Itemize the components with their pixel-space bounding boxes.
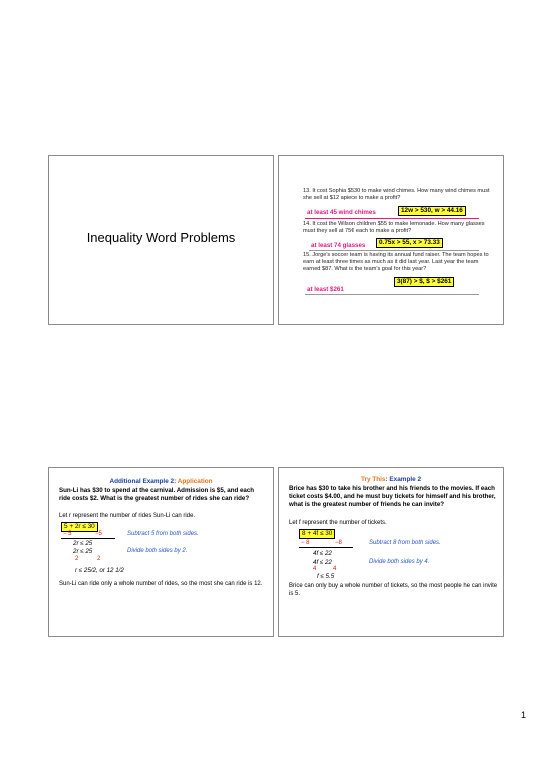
slide-try-this <box>278 467 504 637</box>
header-prefix: Additional Example 2: <box>109 478 178 485</box>
subtract-right: −8 <box>335 540 342 546</box>
denominator-right: 2 <box>97 556 101 562</box>
equation-3: 4f ≤ 22 <box>313 559 332 566</box>
subtract-left: − 8 <box>301 540 310 546</box>
problem-text: Brice has $30 to take his brother and his friends to the movies. If each ticket costs $4.00, and he must buy tickets for himself and his brother, what is the greatest number of friends he can invite? <box>289 485 496 508</box>
slide-header <box>49 478 273 485</box>
problem-text: Sun-Li has $30 to spend at the carnival. Admission is $5, and each ride costs $2. What is the greatest number of rides she can ride? <box>59 487 255 502</box>
question-13: 13. It cost Sophia $530 to make wind chimes. How many wind chimes must she sell at $12 apiece to make a profit? <box>303 188 490 202</box>
equation-2: 4f ≤ 22 <box>313 550 332 557</box>
question-15-equation: 3(87) > $, $ > $261 <box>394 277 454 287</box>
equation-3: 2r ≤ 25 <box>73 548 93 555</box>
denominator-left: 2 <box>75 556 79 562</box>
question-13-equation: 12w > 530, w > 44.16 <box>398 206 466 216</box>
divider-line <box>299 547 353 548</box>
slide-title <box>48 155 274 325</box>
step-note-1: Subtract 5 from both sides. <box>127 531 199 537</box>
header-suffix: : Example 2 <box>385 476 422 483</box>
step-note-2: Divide both sides by 2. <box>127 548 188 554</box>
equation-1: 8 + 4f ≤ 30 <box>299 529 335 539</box>
equation-4: r ≤ 25/2, or 12 1/2 <box>75 567 124 574</box>
question-14-equation: 0.75x > 55, x > 73.33 <box>376 238 443 248</box>
header-try-this: Try This <box>360 476 386 483</box>
step-note-2: Divide both sides by 4. <box>369 559 430 565</box>
page-number: 1 <box>520 710 526 720</box>
divider-line <box>61 538 115 539</box>
question-15: 15. Jorge's soccer team is having its annual fund raiser. The team hopes to earn at least three times as much as it did last year. Last year the team earned $87. What is the team's goal for this year? <box>303 252 489 273</box>
answer-underline <box>309 250 479 251</box>
equation-4: f ≤ 5.5 <box>317 573 335 580</box>
question-15-answer: at least $261 <box>307 286 344 293</box>
subtract-left: − 5 <box>63 531 72 537</box>
answer-underline <box>305 218 479 219</box>
step-note-1: Subtract 8 from both sides. <box>369 540 441 546</box>
slide-additional-example <box>48 467 274 637</box>
subtract-right: −5 <box>95 531 102 537</box>
denominator-right: 4 <box>333 566 337 572</box>
equation-1: 5 + 2r ≤ 30 <box>61 522 98 532</box>
equation-2: 2r ≤ 25 <box>73 540 93 547</box>
conclusion: Brice can only buy a whole number of tickets, so the most people he can invite is 5. <box>289 583 498 597</box>
slide-header <box>279 476 503 483</box>
question-14: 14. It cost the Wilson children $55 to make lemonade. How many glasses must they sell at 75¢ each to make a profit? <box>303 221 485 235</box>
slide-practice-problems <box>278 155 504 325</box>
question-14-answer: at least 74 glasses <box>311 242 366 249</box>
let-statement: Let r represent the number of rides Sun-Li can ride. <box>59 513 196 519</box>
conclusion: Sun-Li can ride only a whole number of rides, so the most she can ride is 12. <box>59 581 263 587</box>
question-13-answer: at least 45 wind chimes <box>307 209 376 216</box>
denominator-left: 4 <box>313 566 317 572</box>
header-application: Application <box>177 478 213 485</box>
let-statement: Let f represent the number of tickets. <box>289 520 387 526</box>
slide-title-text: Inequality Word Problems <box>86 230 236 245</box>
answer-underline <box>305 294 479 295</box>
